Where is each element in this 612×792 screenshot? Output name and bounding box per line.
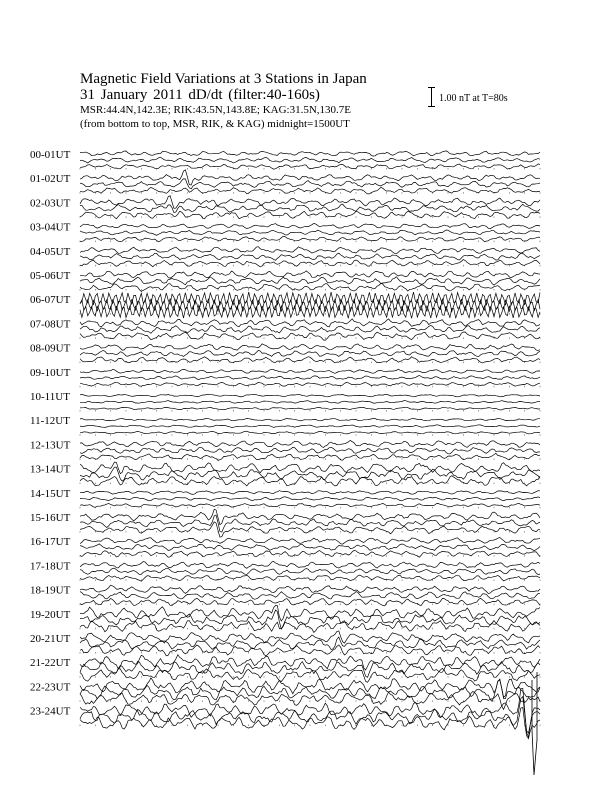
- trace-kag: [80, 688, 540, 737]
- trace-msr: [80, 645, 540, 656]
- minute-ticks: [80, 289, 540, 291]
- minute-ticks: [80, 362, 540, 364]
- hour-label: 15-16UT: [30, 512, 71, 524]
- hour-label: 19-20UT: [30, 608, 71, 621]
- hour-label: 07-08UT: [30, 318, 71, 331]
- trace-kag: [80, 292, 540, 305]
- trace-rik: [80, 230, 540, 235]
- trace-msr: [80, 407, 540, 410]
- scale-label: 1.00 nT at T=80s: [439, 93, 508, 104]
- trace-kag: [80, 151, 540, 156]
- trace-kag: [80, 418, 540, 421]
- trace-rik: [80, 157, 540, 163]
- minute-ticks: [80, 434, 540, 436]
- trace-msr: [80, 476, 540, 486]
- trace-rik: [80, 515, 540, 532]
- hour-label: 11-12UT: [30, 415, 70, 428]
- hour-label: 08-09UT: [30, 342, 71, 355]
- hour-label: 13-14UT: [30, 463, 71, 476]
- trace-rik: [80, 277, 540, 286]
- trace-rik: [80, 592, 540, 600]
- hour-label: 01-02UT: [30, 173, 71, 186]
- trace-rik: [80, 350, 540, 356]
- hour-label: 20-21UT: [30, 633, 71, 645]
- trace-rik: [80, 447, 540, 454]
- hour-label: 23-24UT: [30, 705, 71, 718]
- minute-ticks: [80, 386, 540, 388]
- hour-label: 04-05UT: [30, 245, 71, 258]
- minute-ticks: [80, 507, 540, 509]
- minute-ticks: [80, 410, 540, 412]
- trace-rik: [80, 179, 540, 189]
- trace-kag: [80, 271, 540, 278]
- hour-label: 09-10UT: [30, 366, 71, 379]
- hour-label: 17-18UT: [30, 560, 71, 573]
- trace-kag: [80, 509, 540, 524]
- station-order-note: (from bottom to top, MSR, RIK, & KAG) midnight=1500UT: [80, 118, 350, 130]
- trace-kag: [80, 491, 540, 495]
- hour-label: 14-15UT: [30, 487, 71, 500]
- station-coordinates: MSR:44.4N,142.3E; RIK:43.5N,143.8E; KAG:31.5N,130.7E: [80, 104, 352, 116]
- trace-rik: [80, 544, 540, 551]
- trace-kag: [80, 395, 540, 397]
- trace-rik: [80, 326, 540, 334]
- minute-ticks: [80, 313, 540, 315]
- trace-kag: [80, 247, 540, 254]
- hour-label: 21-22UT: [30, 657, 71, 670]
- minute-ticks: [80, 192, 540, 194]
- chart-title: Magnetic Field Variations at 3 Stations in Japan: [80, 71, 367, 87]
- trace-rik: [80, 204, 540, 212]
- trace-rik: [80, 253, 540, 260]
- trace-kag: [80, 196, 540, 209]
- trace-kag: [80, 655, 540, 670]
- trace-rik: [80, 497, 540, 501]
- minute-ticks: [80, 531, 540, 533]
- hour-label: 06-07UT: [30, 294, 71, 307]
- trace-rik: [80, 425, 540, 428]
- minute-ticks: [80, 652, 540, 654]
- hour-label: 02-03UT: [30, 197, 71, 210]
- minute-ticks: [80, 579, 540, 581]
- trace-rik: [80, 568, 540, 574]
- trace-kag: [80, 631, 540, 643]
- trace-kag: [80, 319, 540, 327]
- hour-label: 10-11UT: [30, 391, 70, 403]
- trace-kag: [80, 561, 540, 568]
- trace-msr: [80, 382, 540, 386]
- hour-label: 22-23UT: [30, 681, 71, 694]
- hour-label: 18-19UT: [30, 584, 71, 597]
- trace-rik: [80, 401, 540, 404]
- trace-kag: [80, 538, 540, 545]
- hour-label: 00-01UT: [30, 149, 71, 161]
- trace-kag: [80, 462, 540, 474]
- minute-ticks: [80, 700, 540, 702]
- trace-kag: [80, 369, 540, 373]
- hour-label: 05-06UT: [30, 270, 71, 282]
- hour-label: 03-04UT: [30, 221, 71, 234]
- minute-ticks: [80, 241, 540, 243]
- trace-kag: [80, 223, 540, 228]
- trace-msr: [80, 332, 540, 340]
- trace-kag: [80, 585, 540, 593]
- hour-label: 16-17UT: [30, 536, 71, 549]
- minute-ticks: [80, 725, 540, 727]
- trace-msr: [80, 431, 540, 434]
- trace-kag: [80, 440, 540, 447]
- trace-kag: [80, 344, 540, 351]
- end-spike-trace: [532, 672, 537, 775]
- trace-msr: [80, 503, 540, 507]
- chart-subtitle: 31 January 2011 dD/dt (filter:40-160s): [80, 87, 320, 103]
- trace-rik: [80, 376, 540, 380]
- hour-label: 12-13UT: [30, 439, 71, 452]
- minute-ticks: [80, 483, 540, 485]
